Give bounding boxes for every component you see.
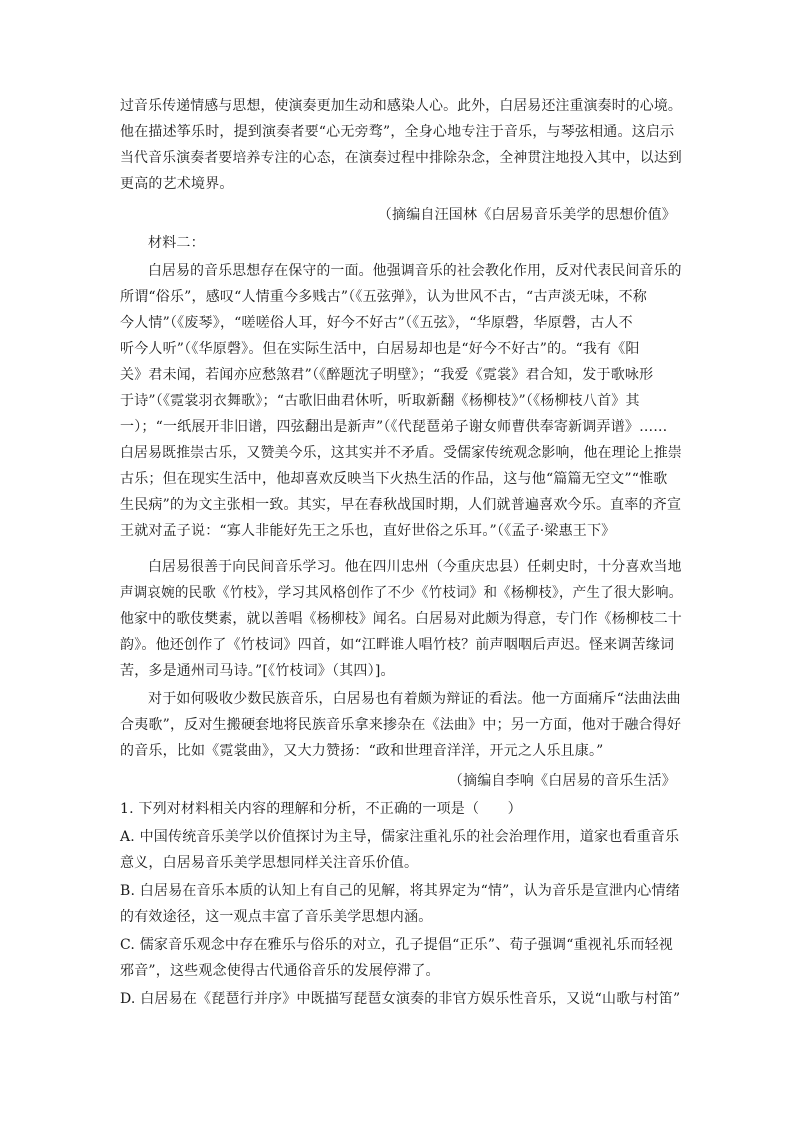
- material-two-line: 韵》。他还创作了《竹枝词》四首，如“江畔谁人唱竹枝？前声咽咽后声迟。怪来调苦缘词: [120, 637, 675, 653]
- material-one-line: 当代音乐演奏者要培养专注的心态，在演奏过程中排除杂念，全神贯注地投入其中，以达到: [120, 150, 682, 166]
- question-option-b: B. 白居易在音乐本质的认知上有自己的见解，将其界定为“情”，认为音乐是宣泄内心情绪: [120, 883, 680, 899]
- material-two-line: 所谓“俗乐”，感叹“人情重今多贱古”（《五弦弹》，认为世风不古，“古声淡无味，不称: [120, 289, 647, 305]
- material-two-line: 的音乐，比如《霓裳曲》，又大力赞扬：“政和世理音洋洋，开元之人乐且康。”: [120, 743, 604, 759]
- material-two-line: 一）；“一纸展开非旧谱，四弦翻出是新声”（《代琵琶弟子谢女师曹供奉寄新调弄谱》……: [120, 419, 668, 435]
- question-option-a: A. 中国传统音乐美学以价值探讨为主导，儒家注重礼乐的社会治理作用，道家也看重音乐: [120, 829, 680, 845]
- material-one-line: 过音乐传递情感与思想，使演奏更加生动和感染人心。此外，白居易还注重演奏时的心境。: [120, 98, 682, 114]
- material-two-line: 王就对孟子说：“寡人非能好先王之乐也，直好世俗之乐耳。”（《孟子·梁惠王下》: [120, 523, 616, 539]
- question-option-c: C. 儒家音乐观念中存在雅乐与俗乐的对立，孔子提倡“正乐”、荀子强调“重视礼乐而轻视: [120, 937, 673, 953]
- material-two-line: 生民病”的为文主张相一致。其实，早在春秋战国时期，人们就普遍喜欢今乐。直率的齐宣: [120, 497, 682, 513]
- source-citation-two: （摘编自李响《白居易的音乐生活》: [448, 773, 676, 789]
- material-two-line: 对于如何吸收少数民族音乐，白居易也有着颇为辩证的看法。他一方面痛斥“法曲法曲: [148, 691, 681, 707]
- material-two-line: 合夷歌”，反对生搬硬套地将民族音乐拿来掺杂在《法曲》中；另一方面，他对于融合得好: [120, 717, 682, 733]
- material-two-line: 听今人听”（《华原磬》。但在实际生活中，白居易却也是“好今不好古”的。“我有《阳: [120, 341, 640, 357]
- question-option-a-cont: 意义，白居易音乐美学思想同样关注音乐价值。: [120, 855, 419, 871]
- material-one-line: 更高的艺术境界。: [120, 176, 234, 192]
- material-two-line: 于诗”（《霓裳羽衣舞歌》；“古歌旧曲君休听，听取新翻《杨柳枝》”（《杨柳枝八首》其: [120, 393, 640, 409]
- material-two-line: 古乐；但在现实生活中，他却喜欢反映当下火热生活的作品，这与他“篇篇无空文”“惟歌: [120, 471, 668, 487]
- material-one-line: 他在描述筝乐时，提到演奏者要“心无旁骛”，全身心地专注于音乐，与琴弦相通。这启示: [120, 124, 675, 140]
- material-two-line: 关》君未闻，若闻亦应愁煞君”（《醉题沈子明壁》；“我爱《霓裳》君合知，发于歌咏形: [120, 367, 654, 383]
- material-two-line: 声调哀婉的民歌《竹枝》，学习其风格创作了不少《竹枝词》和《杨柳枝》，产生了很大影响。: [120, 585, 683, 601]
- material-two-line: 今人情”（《废琴》，“嗟嗟俗人耳，好今不好古”（《五弦》，“华原磬，华原磬，古人不: [120, 315, 633, 331]
- material-two-line: 白居易很善于向民间音乐学习。他在四川忠州（今重庆忠县）任刺史时，十分喜欢当地: [148, 559, 682, 575]
- question-option-c-cont: 邪音”，这些观念使得古代通俗音乐的发展停滞了。: [120, 963, 440, 979]
- source-citation-one: （摘编自汪国林《白居易音乐美学的思想价值》: [377, 207, 676, 223]
- material-two-line: 白居易的音乐思想存在保守的一面。他强调音乐的社会教化作用，反对代表民间音乐的: [148, 263, 682, 279]
- question-option-b-cont: 的有效途径，这一观点丰富了音乐美学思想内涵。: [120, 909, 433, 925]
- question-option-d: D. 白居易在《琵琶行并序》中既描写琵琶女演奏的非官方娱乐性音乐，又说“山歌与村笛”: [120, 991, 681, 1007]
- material-two-title: 材料二：: [148, 235, 205, 251]
- question-stem: 1. 下列对材料相关内容的理解和分析，不正确的一项是（ ）: [120, 801, 522, 817]
- material-two-line: 白居易既推崇古乐，又赞美今乐，这其实并不矛盾。受儒家传统观念影响，他在理论上推崇: [120, 445, 682, 461]
- material-two-line: 苦，多是通州司马诗。”[《竹枝词》（其四）]。: [120, 663, 395, 679]
- material-two-line: 他家中的歌伎樊素，就以善唱《杨柳枝》闻名。白居易对此颇为得意，专门作《杨柳枝二十: [120, 611, 682, 627]
